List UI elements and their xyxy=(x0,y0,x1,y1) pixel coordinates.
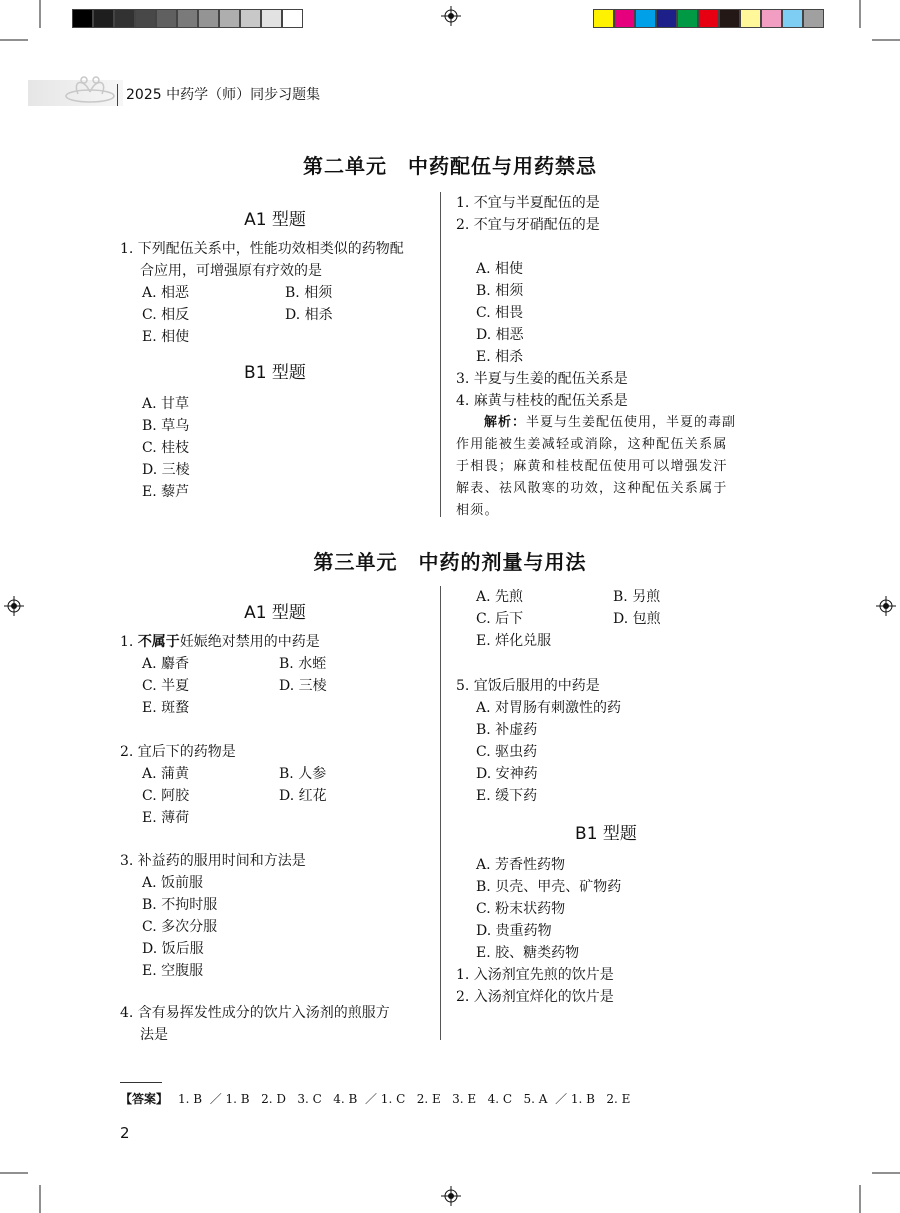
answers-label: 【答案】 xyxy=(120,1092,169,1106)
explanation-line-3: 于相畏；麻黄和桂枝配伍使用可以增强发汗 xyxy=(456,459,728,474)
option-e: E. 相杀 xyxy=(476,349,524,365)
option-b: B. 补虚药 xyxy=(476,722,538,738)
option-c: C. 驱虫药 xyxy=(476,744,538,760)
answers-rule xyxy=(120,1082,162,1083)
explanation-line-1 xyxy=(484,412,736,434)
option-c: C. 相畏 xyxy=(476,305,524,321)
explanation-text: 半夏与生姜配伍使用，半夏的毒副 xyxy=(526,415,737,430)
q1-emphasis: 不属于 xyxy=(137,634,180,650)
option-e: E. 缓下药 xyxy=(476,788,538,804)
unit3-b1-q1: 1. 入汤剂宜先煎的饮片是 xyxy=(456,967,614,983)
unit2-right-q3: 3. 半夏与生姜的配伍关系是 xyxy=(456,371,628,387)
registration-mark-bottom-icon xyxy=(441,1186,461,1206)
unit2-q1-stem-line1: 1. 下列配伍关系中，性能功效相类似的药物配 xyxy=(120,241,404,257)
unit3-q4-stem-line2: 法是 xyxy=(140,1027,168,1043)
registration-mark-left-icon xyxy=(4,596,24,616)
option-e: E. 斑蝥 xyxy=(142,700,190,716)
option-a: A. 相使 xyxy=(476,261,524,277)
unit3-b1-heading: B1 型题 xyxy=(575,824,637,844)
unit2-right-q4: 4. 麻黄与桂枝的配伍关系是 xyxy=(456,393,628,409)
unit3-q4-stem-line1: 4. 含有易挥发性成分的饮片入汤剂的煎服方 xyxy=(120,1005,390,1021)
option-e: E. 相使 xyxy=(142,329,190,345)
option-b: B. 相须 xyxy=(476,283,524,299)
option-d: D. 包煎 xyxy=(613,611,661,627)
unit3-b1-q2: 2. 入汤剂宜烊化的饮片是 xyxy=(456,989,614,1005)
unit3-q1-stem xyxy=(120,631,320,653)
unit2-right-q2: 2. 不宜与牙硝配伍的是 xyxy=(456,217,600,233)
registration-mark-top-icon xyxy=(441,6,461,26)
unit2-right-q1: 1. 不宜与半夏配伍的是 xyxy=(456,195,600,211)
option-c: C. 粉末状药物 xyxy=(476,901,566,917)
unit3-title: 第三单元 中药的剂量与用法 xyxy=(313,550,587,574)
option-d: D. 相恶 xyxy=(476,327,524,343)
option-e: E. 胶、糖类药物 xyxy=(476,945,580,961)
option-c: C. 多次分服 xyxy=(142,919,218,935)
option-a: A. 麝香 xyxy=(142,656,190,672)
option-a: A. 对胃肠有刺激性的药 xyxy=(476,700,622,716)
header-title: 2025 中药学（师）同步习题集 xyxy=(126,87,321,103)
option-d: D. 相杀 xyxy=(285,307,333,323)
unit2-q1-stem-line2: 合应用，可增强原有疗效的是 xyxy=(140,263,322,279)
option-d: D. 安神药 xyxy=(476,766,538,782)
option-a: A. 先煎 xyxy=(476,589,524,605)
answers-text: 1. B ／ 1. B 2. D 3. C 4. B ／ 1. C 2. E 3. E 4. C 5. A ／ 1. B 2. E xyxy=(178,1092,631,1106)
option-d: D. 饭后服 xyxy=(142,941,204,957)
unit2-b1-heading: B1 型题 xyxy=(244,363,306,383)
explanation-line-4: 解表、祛风散寒的功效，这种配伍关系属于 xyxy=(456,481,728,496)
option-e: E. 薄荷 xyxy=(142,810,190,826)
option-a: A. 芳香性药物 xyxy=(476,857,566,873)
option-c: C. 半夏 xyxy=(142,678,190,694)
explanation-line-5: 相须。 xyxy=(456,503,499,518)
unit2-a1-heading: A1 型题 xyxy=(244,210,306,230)
option-b: B. 相须 xyxy=(285,285,333,301)
option-b: B. 另煎 xyxy=(613,589,661,605)
column-divider xyxy=(440,192,441,517)
unit3-q2-stem: 2. 宜后下的药物是 xyxy=(120,744,236,760)
option-b: B. 草乌 xyxy=(142,418,190,434)
explanation-line-2: 作用能被生姜减轻或消除，这种配伍关系属 xyxy=(456,437,728,452)
option-b: B. 贝壳、甲壳、矿物药 xyxy=(476,879,622,895)
option-a: A. 蒲黄 xyxy=(142,766,190,782)
option-b: B. 人参 xyxy=(279,766,327,782)
option-d: D. 三棱 xyxy=(142,462,190,478)
header-divider xyxy=(117,84,118,106)
registration-mark-right-icon xyxy=(876,596,896,616)
option-a: A. 饭前服 xyxy=(142,875,204,891)
option-e: E. 烊化兑服 xyxy=(476,633,552,649)
page-number: 2 xyxy=(120,1124,130,1142)
option-b: B. 水蛭 xyxy=(279,656,327,672)
option-c: C. 阿胶 xyxy=(142,788,190,804)
unit3-q3-stem: 3. 补益药的服用时间和方法是 xyxy=(120,853,306,869)
option-d: D. 红花 xyxy=(279,788,327,804)
explanation-label: 解析： xyxy=(484,415,527,430)
option-c: C. 相反 xyxy=(142,307,190,323)
option-a: A. 相恶 xyxy=(142,285,190,301)
option-c: C. 桂枝 xyxy=(142,440,190,456)
answers-line xyxy=(120,1088,630,1110)
option-b: B. 不拘时服 xyxy=(142,897,218,913)
option-e: E. 空腹服 xyxy=(142,963,204,979)
option-d: D. 三棱 xyxy=(279,678,327,694)
option-d: D. 贵重药物 xyxy=(476,923,552,939)
lotus-logo-icon xyxy=(60,70,120,106)
unit3-q5-stem: 5. 宜饭后服用的中药是 xyxy=(456,678,600,694)
q1-rest: 妊娠绝对禁用的中药是 xyxy=(179,634,320,650)
option-a: A. 甘草 xyxy=(142,396,190,412)
option-e: E. 藜芦 xyxy=(142,484,190,500)
column-divider xyxy=(440,586,441,1040)
unit2-title: 第二单元 中药配伍与用药禁忌 xyxy=(303,154,597,178)
q1-number: 1. xyxy=(120,634,138,650)
option-c: C. 后下 xyxy=(476,611,524,627)
unit3-a1-heading: A1 型题 xyxy=(244,603,306,623)
